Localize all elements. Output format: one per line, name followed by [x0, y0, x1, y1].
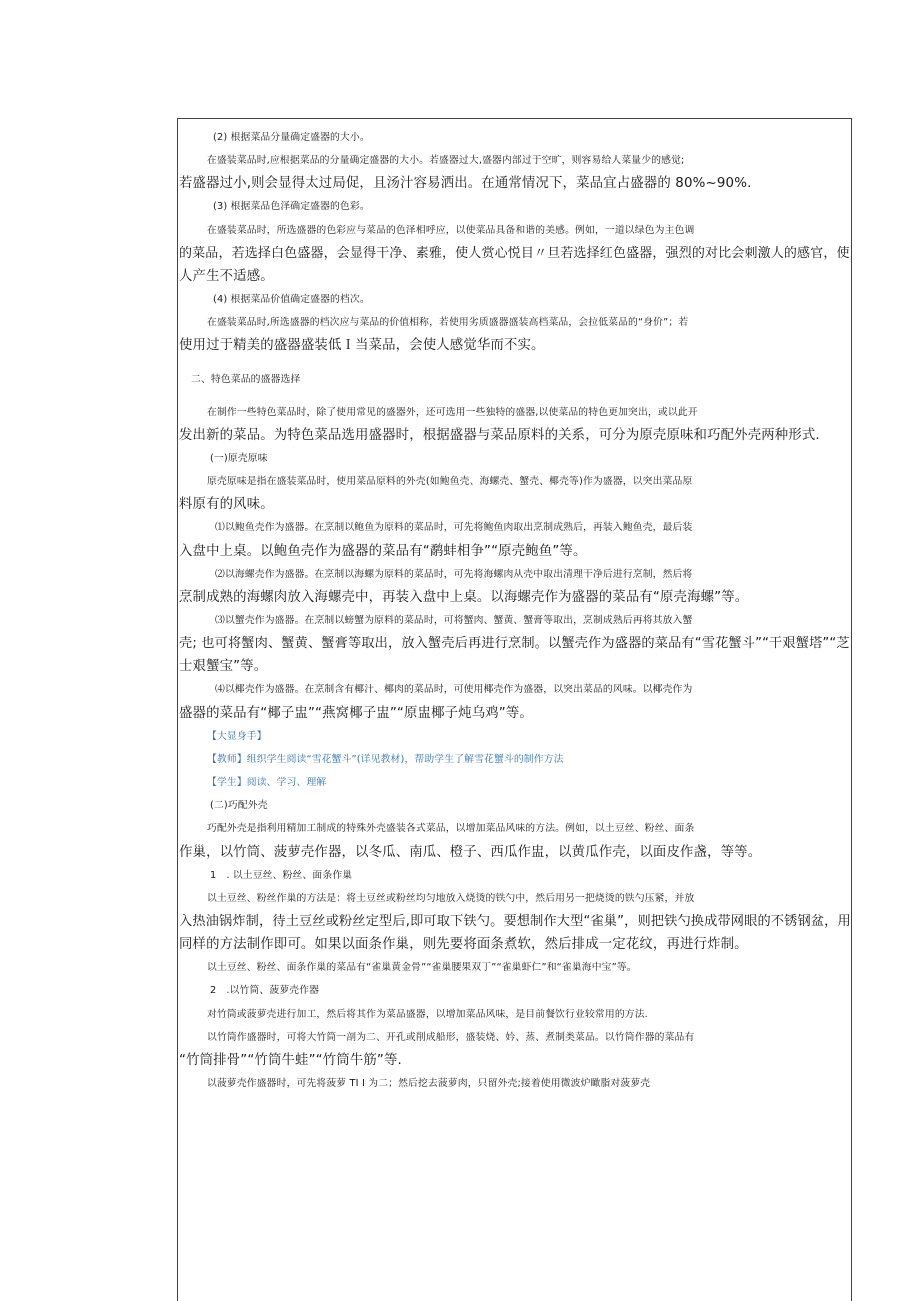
text-line: 烹制成熟的海螺肉放入海螺壳中，再装入盘中上桌。以海螺壳作为盛器的菜品有“原壳海螺”等。: [179, 589, 749, 605]
text-line: 发出新的菜品。为特色菜品选用盛器时，根据盛器与菜品原料的关系，可分为原壳原味和巧配外壳两种形式.: [179, 427, 820, 443]
text-line: 料原有的风味。: [179, 497, 274, 513]
text-line: 巧配外壳是指利用精加工制成的特殊外壳盛装各式菜品，以增加菜品风味的方法。例如，以土豆丝、粉丝、面条: [207, 823, 695, 835]
text-line: 作巢，以竹筒、菠萝壳作器，以冬瓜、南瓜、橙子、西瓜作盅，以黄瓜作壳，以面皮作盏，等等。: [179, 844, 762, 860]
text-line: “竹筒排骨”“竹筒牛蛙”“竹筒牛筋”等.: [179, 1052, 402, 1068]
text-line: 盛器的菜品有“椰子盅”“燕窝椰子盅”“原盅椰子炖乌鸡”等。: [179, 705, 533, 721]
text-line: 以竹筒作盛器时，可将大竹筒一剖为二、开孔或削成船形，盛装烧、妗、蒸、煮制类菜品。以竹筒作器的菜品有: [207, 1031, 695, 1043]
text-line: (3) 根据菜品色泽确定盛器的色彩。: [213, 201, 370, 213]
text-line: 在盛装菜品时，所选盛器的色彩应与菜品的色泽相呼应，以使菜品具备和谐的美感。例如，一道以绿色为主色调: [207, 224, 695, 236]
text-line: (一)原壳原味: [210, 452, 268, 464]
text-line: ⑷以椰壳作为盛器。在烹制含有椰汁、椰肉的菜品时，可使用椰壳作为盛器，以突出菜品的风味。以椰壳作为: [215, 684, 693, 696]
text-line: 以土豆丝、粉丝、面条作巢的菜品有“雀巢黄金骨”“雀巢腰果双丁”“雀巢虾仁”和“雀巢海中宝”等。: [207, 962, 637, 974]
text-line: (2) 根据菜品分量确定盛器的大小。: [213, 132, 370, 143]
text-line: 士艰蟹宝”等。: [179, 659, 268, 675]
text-line: 【教师】组织学生阅读“雪花蟹斗”(详见教材)，帮助学生了解雪花蟹斗的制作方法: [207, 753, 564, 765]
text-line: 使用过于精美的盛器盛装低Ｉ当菜品，会使人感觉华而不实。: [179, 338, 545, 354]
text-line: 1 . 以土豆丝、粉丝、面条作巢: [210, 869, 353, 881]
text-line: (二)巧配外壳: [210, 800, 268, 812]
text-line: 入盘中上桌。以鲍鱼壳作为盛器的菜品有“鹬蚌相争”“原壳鲍鱼”等。: [179, 543, 587, 559]
text-line: 入热油锅炸制，待土豆丝或粉丝定型后,即可取下铁勺。要想制作大型“雀巢”，则把铁勺换成带网眼的不锈钢盆，用: [179, 913, 851, 929]
text-line: 在盛装菜品时,应根据菜品的分量确定盛器的大小。若盛器过大,盛器内部过于空旷，则容易给人菜量少的感觉;: [207, 155, 685, 167]
text-line: 原壳原味是指在盛装菜品时，使用菜品原料的外壳(如鲍鱼壳、海螺壳、蟹壳、椰壳等)作为盛器，以突出菜品原: [207, 476, 693, 488]
text-line: 在制作一些特色菜品时，除了使用常见的盛器外，还可选用一些独特的盛器,以使菜品的特色更加突出，或以此开: [207, 406, 698, 418]
text-line: 同样的方法制作即可。如果以面条作巢，则先要将面条煮软，然后排成一定花纹，再进行炸制。: [179, 937, 748, 953]
text-line: 【大显身手】: [207, 730, 267, 742]
text-line: ⑵以海螺壳作为盛器。在烹制以海螺为原料的菜品时，可先将海螺肉从壳中取出清理干净后进行烹制，然后将: [215, 568, 693, 580]
text-line: 若盛器过小,则会显得太过局促，且汤汁容易洒出。在通常情况下，菜品宜占盛器的 80%~90%.: [179, 176, 752, 192]
text-line: 二、特色菜品的盛器选择: [191, 373, 301, 385]
text-line: 以菠萝壳作盛器时，可先将菠萝 TI I 为二；然后挖去菠萝肉，只留外壳;接着使用微波炉瞰脂对菠萝壳: [207, 1078, 651, 1089]
text-line: 在盛装菜品时,所选盛器的档次应与菜品的价值相称，若使用劣质盛器盛装高档菜品，会拉低菜品的“身价”；若: [207, 317, 689, 329]
text-line: 2 .以竹筒、菠萝壳作器: [210, 985, 320, 997]
text-line: ⑶以蟹壳作为盛器。在烹制以螃蟹为原料的菜品时，可将蟹肉、蟹黄、蟹膏等取出，烹制成熟后再将其放入蟹: [215, 615, 693, 626]
text-line: 壳; 也可将蟹肉、蟹黄、蟹膏等取出，放入蟹壳后再进行烹制。以蟹壳作为盛器的菜品有“雪花蟹斗”“干艰蟹塔”“芝: [179, 636, 850, 652]
text-line: 对竹筒或菠萝壳进行加工，然后将其作为菜品盛器，以增加菜品风味，是目前餐饮行业较常用的方法.: [207, 1008, 648, 1020]
text-line: 的菜品，若选择白色盛器，会显得干净、素雅，使人赏心悦目〃旦若选择红色盛器，强烈的对比会刺激人的感官，使: [179, 245, 850, 261]
text-line: 以土豆丝、粉丝作巢的方法是：将土豆丝或粉丝均匀地放入烧烫的铁勺中，然后用另一把烧烫的铁勺压紧，并放: [207, 892, 695, 904]
text-line: ⑴以鲍鱼壳作为盛器。在烹制以鲍鱼为原料的菜品时，可先将鲍鱼肉取出烹制成熟后，再装入鲍鱼壳，最后装: [215, 522, 693, 534]
text-line: 【学生】阅读、学习、理解: [207, 777, 327, 789]
text-line: 人产生不适感。: [179, 268, 274, 284]
text-line: (4) 根据菜品价值确定盛器的档次。: [213, 294, 370, 306]
